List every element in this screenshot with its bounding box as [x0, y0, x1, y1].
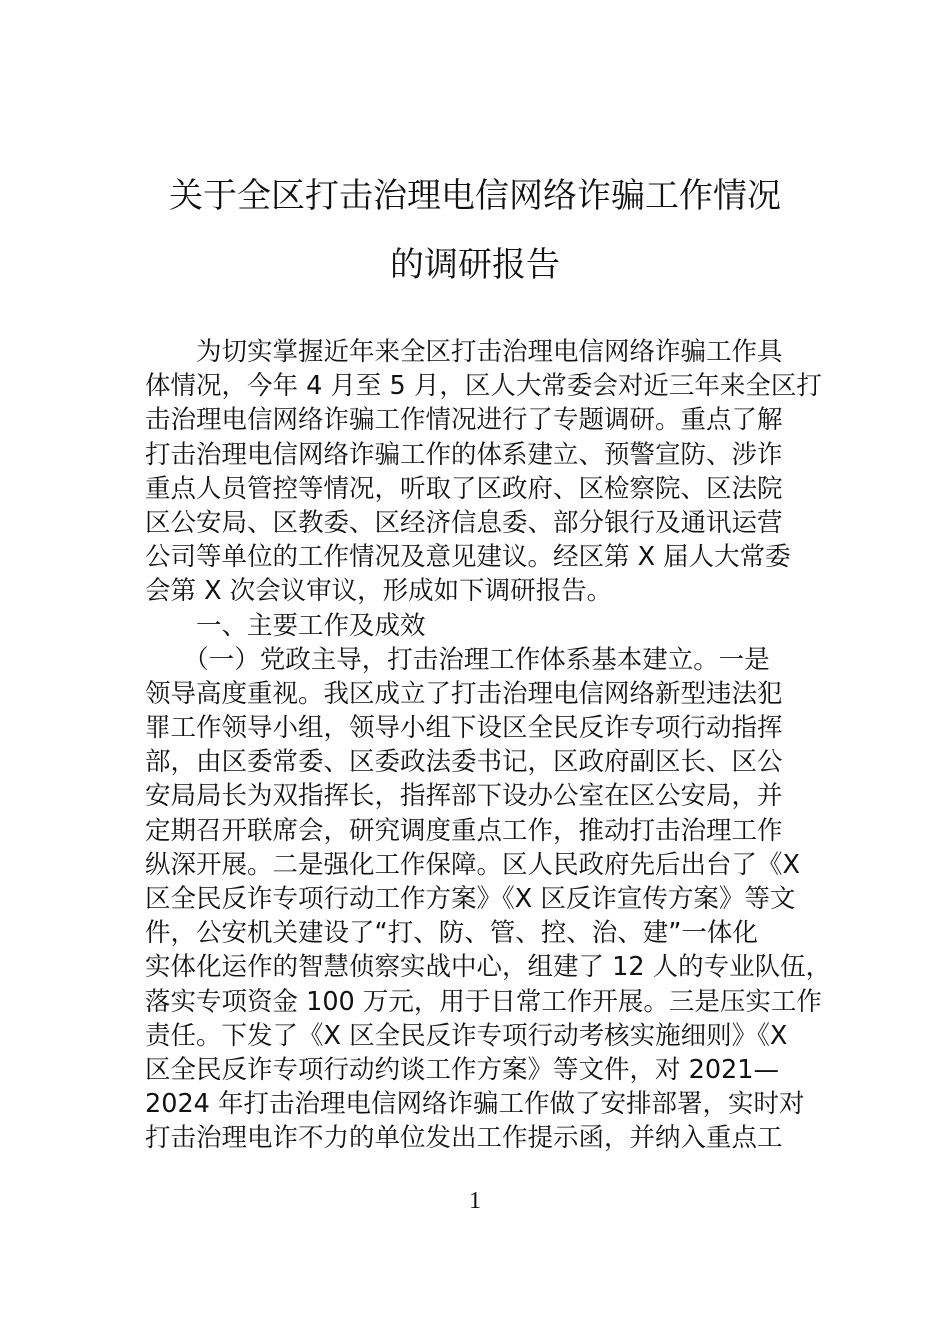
body-line: 重点人员管控等情况，听取了区政府、区检察院、区法院: [145, 473, 783, 504]
body-line: 击治理电信网络诈骗工作情况进行了专题调研。重点了解: [145, 405, 783, 436]
body-line: 责任。下发了《X 区全民反诈专项行动考核实施细则》《X: [145, 1020, 788, 1051]
body-line: 罪工作领导小组，领导小组下设区全民反诈专项行动指挥: [145, 713, 783, 744]
body-line: 区全民反诈专项行动约谈工作方案》等文件，对 2021—: [145, 1054, 780, 1085]
document-title-line-2: 的调研报告: [390, 245, 560, 285]
body-line: 领导高度重视。我区成立了打击治理电信网络新型违法犯: [145, 678, 783, 709]
body-line: （一）党政主导，打击治理工作体系基本建立。一是: [145, 644, 770, 675]
body-line: 部，由区委常委、区委政法委书记，区政府副区长、区公: [145, 747, 783, 778]
document-title-line-1: 关于全区打击治理电信网络诈骗工作情况: [169, 176, 781, 216]
body-line: 安局局长为双指挥长，指挥部下设办公室在区公安局，并: [145, 781, 783, 812]
body-line: 区公安局、区教委、区经济信息委、部分银行及通讯运营: [145, 507, 783, 538]
body-line: 2024 年打击治理电信网络诈骗工作做了安排部署，实时对: [145, 1089, 805, 1120]
body-line: 会第 X 次会议审议，形成如下调研报告。: [145, 576, 613, 607]
body-line: 为切实掌握近年来全区打击治理电信网络诈骗工作具: [145, 337, 783, 367]
body-line: 体情况，今年 4 月至 5 月，区人大常委会对近三年来全区打: [145, 371, 822, 402]
body-line: 件，公安机关建设了“打、防、管、控、治、建”一体化: [145, 918, 758, 949]
body-line: 纵深开展。二是强化工作保障。区人民政府先后出台了《X: [145, 849, 800, 880]
body-line: 落实专项资金 100 万元，用于日常工作开展。三是压实工作: [145, 986, 822, 1017]
page-number: 1: [469, 1188, 481, 1214]
section-heading: 一、主要工作及成效: [145, 610, 426, 641]
body-line: 公司等单位的工作情况及意见建议。经区第 X 届人大常委: [145, 542, 791, 573]
body-line: 区全民反诈专项行动工作方案》《X 区反诈宣传方案》等文: [145, 884, 796, 914]
body-line: 定期召开联席会，研究调度重点工作，推动打击治理工作: [145, 815, 783, 846]
body-line: 打击治理电诈不力的单位发出工作提示函，并纳入重点工: [145, 1123, 783, 1154]
body-line: 打击治理电信网络诈骗工作的体系建立、预警宣防、涉诈: [145, 439, 783, 470]
body-line: 实体化运作的智慧侦察实战中心，组建了 12 人的专业队伍，: [145, 952, 832, 983]
document-body: [145, 335, 832, 1156]
